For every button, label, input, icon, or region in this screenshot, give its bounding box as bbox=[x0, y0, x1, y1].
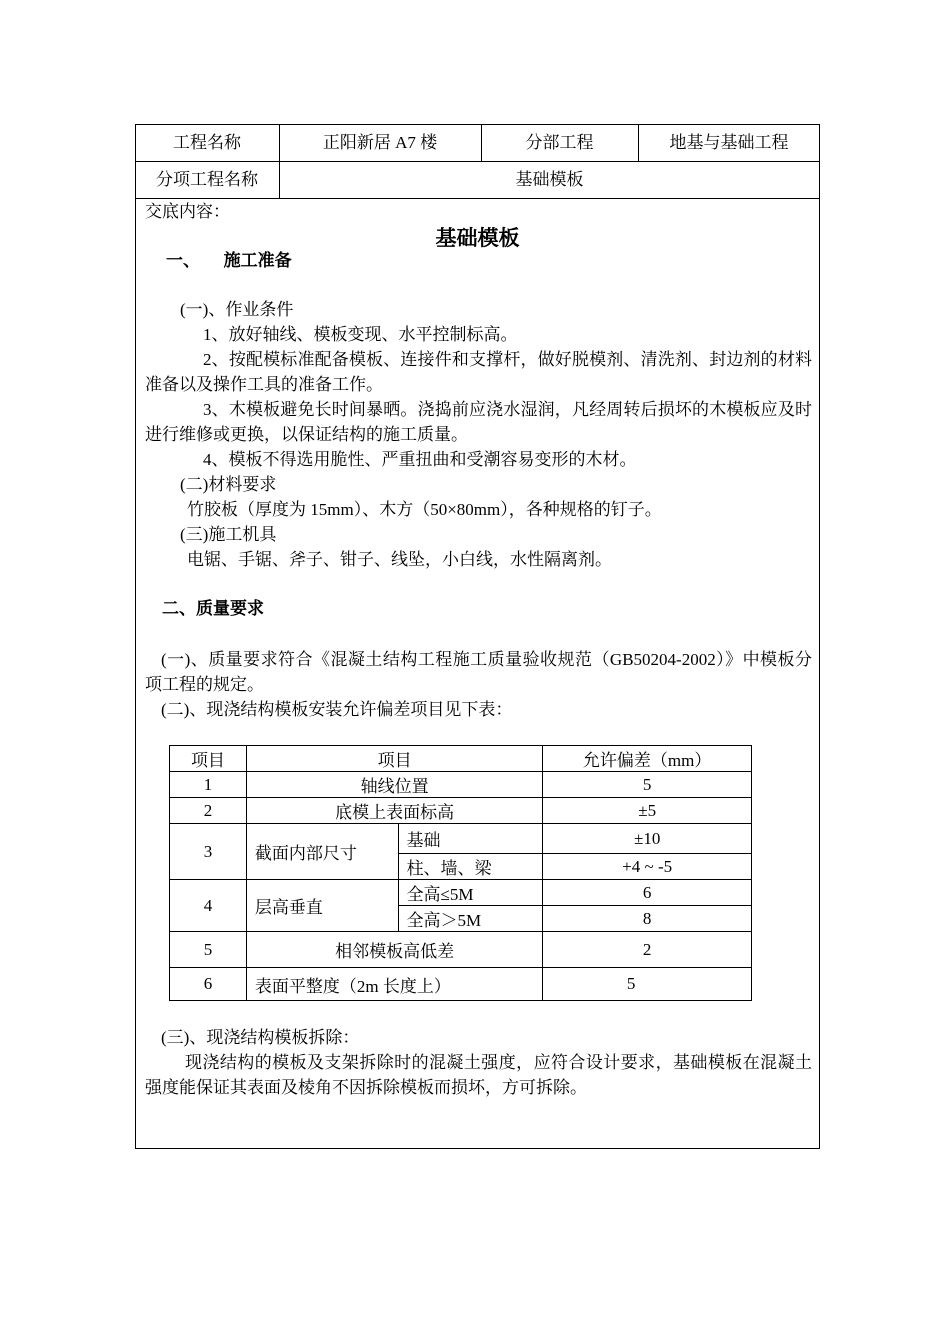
row-item: 轴线位置 bbox=[246, 772, 542, 798]
row-value: 5 bbox=[543, 968, 752, 1001]
subitem-value: 基础模板 bbox=[515, 170, 584, 189]
section1-item2: 2、按配模标准配备模板、连接件和支撑杆，做好脱模剂、清洗剂、封边剂的材料准备以及操作工具的准备工作。 bbox=[145, 350, 812, 394]
section2-p3-body: 现浇结构的模板及支架拆除时的混凝土强度，应符合设计要求，基础模板在混凝土强度能保证其表面及棱角不因拆除模板而损坏，方可拆除。 bbox=[145, 1053, 812, 1097]
section1-item1: 1、放好轴线、模板变现、水平控制标高。 bbox=[203, 325, 518, 344]
section1-sub1-title: (一)、作业条件 bbox=[180, 300, 294, 319]
row-item: 底模上表面标高 bbox=[246, 798, 542, 824]
table-row bbox=[170, 968, 752, 1001]
row-subitem: 柱、墙、梁 bbox=[398, 854, 543, 880]
table-row bbox=[170, 772, 752, 798]
project-name-label: 工程名称 bbox=[173, 133, 241, 152]
section1-item3: 3、木模板避免长时间暴晒。浇捣前应浇水湿润，凡经周转后损坏的木模板应及时进行维修或更换，以保证结构的施工质量。 bbox=[145, 400, 812, 444]
row-value: 5 bbox=[543, 772, 752, 798]
table-row bbox=[170, 932, 752, 968]
row-value: ±5 bbox=[543, 798, 752, 824]
row-item: 截面内部尺寸 bbox=[246, 824, 398, 880]
table-header-no: 项目 bbox=[170, 746, 247, 772]
row-no: 5 bbox=[170, 932, 247, 968]
content-label: 交底内容： bbox=[145, 202, 230, 221]
table-header-tolerance: 允许偏差（mm） bbox=[543, 746, 752, 772]
section2-p1: (一)、质量要求符合《混凝土结构工程施工质量验收规范（GB50204-2002）》中模板分项工程的规定。 bbox=[145, 650, 812, 694]
header-row-divider bbox=[135, 161, 820, 162]
tolerance-table bbox=[169, 745, 752, 1001]
table-row bbox=[170, 798, 752, 824]
document-title: 基础模板 bbox=[435, 226, 520, 250]
row-value: ±10 bbox=[543, 824, 752, 854]
row-subitem: 全高≤5M bbox=[398, 880, 543, 906]
section2-heading: 二、质量要求 bbox=[162, 599, 264, 619]
row-value: +4 ~ -5 bbox=[543, 854, 752, 880]
section1-tools: 电锯、手锯、斧子、钳子、线坠，小白线，水性隔离剂。 bbox=[187, 550, 612, 569]
table-header-row bbox=[170, 746, 752, 772]
row-value: 6 bbox=[543, 880, 752, 906]
row-no: 4 bbox=[170, 880, 247, 932]
row-no: 3 bbox=[170, 824, 247, 880]
row-subitem: 全高＞5M bbox=[398, 906, 543, 932]
table-row bbox=[170, 824, 752, 854]
row-item: 相邻模板高低差 bbox=[246, 932, 542, 968]
section1-item4: 4、模板不得选用脆性、严重扭曲和受潮容易变形的木材。 bbox=[203, 450, 637, 469]
section2-p2: (二)、现浇结构模板安装允许偏差项目见下表： bbox=[161, 700, 513, 719]
header-bottom-divider bbox=[135, 198, 820, 199]
row-value: 2 bbox=[543, 932, 752, 968]
project-name-value: 正阳新居 A7 楼 bbox=[322, 133, 438, 152]
row-no: 2 bbox=[170, 798, 247, 824]
row-no: 6 bbox=[170, 968, 247, 1001]
section1-heading: 一、 施工准备 bbox=[166, 251, 292, 271]
section2-p3-title: (三)、现浇结构模板拆除： bbox=[161, 1028, 360, 1047]
section1-sub3-title: (三)施工机具 bbox=[180, 525, 277, 544]
row-item: 表面平整度（2m 长度上） bbox=[246, 968, 542, 1001]
table-header-item: 项目 bbox=[246, 746, 542, 772]
row-value: 8 bbox=[543, 906, 752, 932]
division-label: 分部工程 bbox=[525, 133, 594, 152]
row-subitem: 基础 bbox=[398, 824, 543, 854]
table-row bbox=[170, 880, 752, 906]
section1-materials: 竹胶板（厚度为 15mm）、木方（50×80mm），各种规格的钉子。 bbox=[187, 500, 662, 519]
division-value: 地基与基础工程 bbox=[669, 133, 789, 152]
row-no: 1 bbox=[170, 772, 247, 798]
row-item: 层高垂直 bbox=[246, 880, 398, 932]
section1-sub2-title: (二)材料要求 bbox=[180, 475, 277, 494]
subitem-label: 分项工程名称 bbox=[156, 170, 258, 189]
